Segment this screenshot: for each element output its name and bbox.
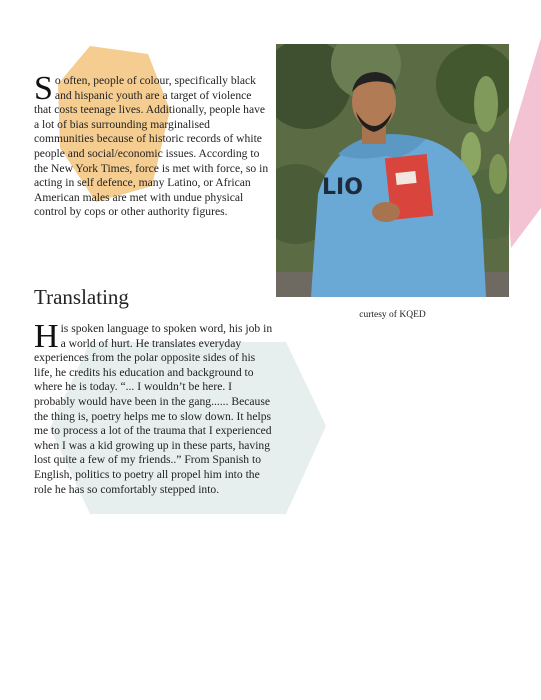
intro-dropcap: S (34, 70, 53, 107)
section-heading: Translating (34, 285, 129, 309)
body-paragraph (34, 318, 274, 497)
intro-text: o often, people of colour, specifically black and hispanic youth are a target of violence that costs teenage lives. Additionally, people have a lot of bias surrounding marginalised communities because of historic records of white people and social/economic issues. According to the New York Times, force is met with force, so in acting in self defence, many Latino, or African American males are met with undue physical control by cops or other authority figures. (34, 74, 269, 219)
portrait-photo (276, 44, 509, 297)
photo-caption: curtesy of KQED (359, 310, 426, 320)
body-dropcap: H (34, 318, 59, 355)
body-text: is spoken language to spoken word, his job in a world of hurt. He translates everyday experiences from the polar opposite sides of his life, he credits his education and background to where he is today. “... I wouldn’t be here. I probably would have been in the gang...... Because the thing is, poetry helps me to slow down. It helps me to process a lot of the trauma that I experienced when I was a kid growing up in these parts, having lost quite a few of my friends..” From Spanish to English, politics to poetry all propel him into the role he has so comfortably stepped into. (34, 322, 273, 496)
shirt-text: LIO (322, 175, 363, 200)
pink-triangle-decoration (505, 38, 541, 250)
intro-paragraph (34, 70, 270, 220)
